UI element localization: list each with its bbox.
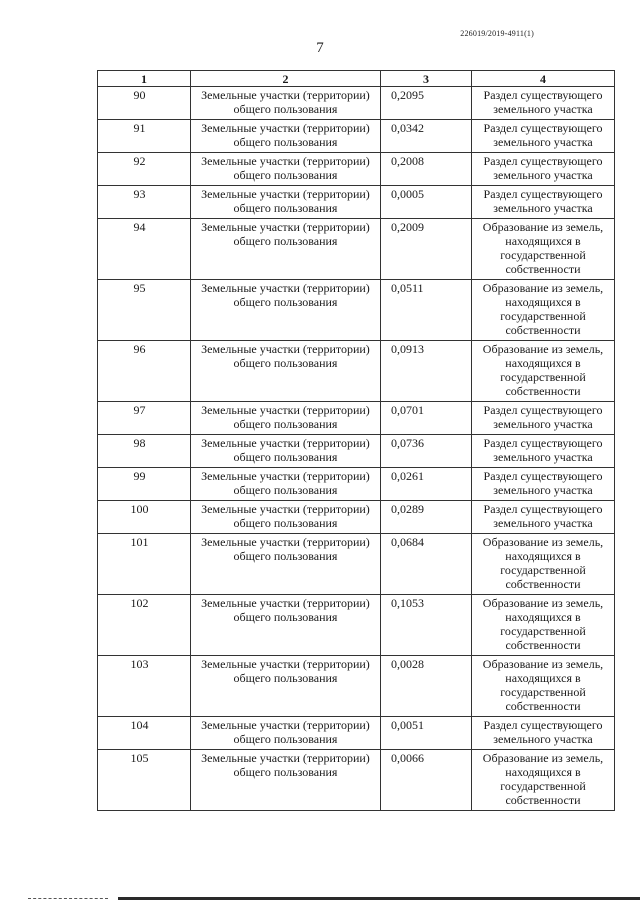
page-number: 7 — [316, 40, 324, 56]
formation-method-cell: Образование из земель, находящихся в государственной собственности — [472, 750, 615, 811]
table-body — [98, 87, 615, 811]
plot-type-cell: Земельные участки (территории) общего пользования — [191, 534, 381, 595]
area-value-cell: 0,0701 — [381, 402, 472, 435]
row-number-cell: 103 — [98, 656, 191, 717]
plot-type-cell: Земельные участки (территории) общего пользования — [191, 280, 381, 341]
formation-method-cell: Образование из земель, находящихся в государственной собственности — [472, 534, 615, 595]
formation-method-cell: Раздел существующего земельного участка — [472, 468, 615, 501]
formation-method-cell: Раздел существующего земельного участка — [472, 717, 615, 750]
formation-method-cell: Образование из земель, находящихся в государственной собственности — [472, 219, 615, 280]
table-row — [98, 341, 615, 402]
table-row — [98, 435, 615, 468]
area-value-cell: 0,0913 — [381, 341, 472, 402]
plot-type-cell: Земельные участки (территории) общего пользования — [191, 186, 381, 219]
table-row — [98, 153, 615, 186]
area-value-cell: 0,0005 — [381, 186, 472, 219]
area-value-cell: 0,2095 — [381, 87, 472, 120]
area-value-cell: 0,0028 — [381, 656, 472, 717]
column-header-4: 4 — [472, 71, 615, 87]
area-value-cell: 0,0342 — [381, 120, 472, 153]
formation-method-cell: Образование из земель, находящихся в государственной собственности — [472, 341, 615, 402]
formation-method-cell: Раздел существующего земельного участка — [472, 120, 615, 153]
footer-rule — [118, 897, 640, 900]
plot-type-cell: Земельные участки (территории) общего пользования — [191, 595, 381, 656]
row-number-cell: 105 — [98, 750, 191, 811]
table-row — [98, 501, 615, 534]
table-row — [98, 656, 615, 717]
plot-type-cell: Земельные участки (территории) общего пользования — [191, 219, 381, 280]
document-number: 226019/2019-4911(1) — [460, 29, 534, 38]
formation-method-cell: Раздел существующего земельного участка — [472, 435, 615, 468]
row-number-cell: 96 — [98, 341, 191, 402]
row-number-cell: 102 — [98, 595, 191, 656]
plot-type-cell: Земельные участки (территории) общего пользования — [191, 341, 381, 402]
row-number-cell: 97 — [98, 402, 191, 435]
table-row — [98, 402, 615, 435]
row-number-cell: 101 — [98, 534, 191, 595]
area-value-cell: 0,0736 — [381, 435, 472, 468]
plot-type-cell: Земельные участки (территории) общего пользования — [191, 153, 381, 186]
row-number-cell: 99 — [98, 468, 191, 501]
area-value-cell: 0,0066 — [381, 750, 472, 811]
column-header-1: 1 — [98, 71, 191, 87]
plot-type-cell: Земельные участки (территории) общего пользования — [191, 656, 381, 717]
formation-method-cell: Образование из земель, находящихся в государственной собственности — [472, 656, 615, 717]
row-number-cell: 94 — [98, 219, 191, 280]
area-value-cell: 0,1053 — [381, 595, 472, 656]
area-value-cell: 0,0051 — [381, 717, 472, 750]
plot-type-cell: Земельные участки (территории) общего пользования — [191, 717, 381, 750]
table-row — [98, 219, 615, 280]
table-row — [98, 595, 615, 656]
row-number-cell: 104 — [98, 717, 191, 750]
formation-method-cell: Раздел существующего земельного участка — [472, 501, 615, 534]
row-number-cell: 100 — [98, 501, 191, 534]
formation-method-cell: Раздел существующего земельного участка — [472, 153, 615, 186]
formation-method-cell: Раздел существующего земельного участка — [472, 87, 615, 120]
area-value-cell: 0,0261 — [381, 468, 472, 501]
formation-method-cell: Раздел существующего земельного участка — [472, 186, 615, 219]
plot-type-cell: Земельные участки (территории) общего пользования — [191, 120, 381, 153]
plot-type-cell: Земельные участки (территории) общего пользования — [191, 402, 381, 435]
plot-type-cell: Земельные участки (территории) общего пользования — [191, 750, 381, 811]
table-row — [98, 468, 615, 501]
table-row — [98, 280, 615, 341]
area-value-cell: 0,0289 — [381, 501, 472, 534]
row-number-cell: 93 — [98, 186, 191, 219]
column-header-3: 3 — [381, 71, 472, 87]
land-plots-table — [97, 70, 615, 811]
footer-dashed-line — [28, 898, 108, 899]
formation-method-cell: Образование из земель, находящихся в государственной собственности — [472, 595, 615, 656]
column-header-2: 2 — [191, 71, 381, 87]
row-number-cell: 91 — [98, 120, 191, 153]
formation-method-cell: Образование из земель, находящихся в государственной собственности — [472, 280, 615, 341]
row-number-cell: 98 — [98, 435, 191, 468]
plot-type-cell: Земельные участки (территории) общего пользования — [191, 87, 381, 120]
plot-type-cell: Земельные участки (территории) общего пользования — [191, 435, 381, 468]
table-row — [98, 186, 615, 219]
table-row — [98, 120, 615, 153]
table-row — [98, 87, 615, 120]
area-value-cell: 0,2008 — [381, 153, 472, 186]
row-number-cell: 92 — [98, 153, 191, 186]
table-row — [98, 750, 615, 811]
formation-method-cell: Раздел существующего земельного участка — [472, 402, 615, 435]
plot-type-cell: Земельные участки (территории) общего пользования — [191, 468, 381, 501]
area-value-cell: 0,0511 — [381, 280, 472, 341]
plot-type-cell: Земельные участки (территории) общего пользования — [191, 501, 381, 534]
row-number-cell: 90 — [98, 87, 191, 120]
area-value-cell: 0,2009 — [381, 219, 472, 280]
table-row — [98, 534, 615, 595]
table-header-row — [98, 71, 615, 87]
table-row — [98, 717, 615, 750]
area-value-cell: 0,0684 — [381, 534, 472, 595]
row-number-cell: 95 — [98, 280, 191, 341]
